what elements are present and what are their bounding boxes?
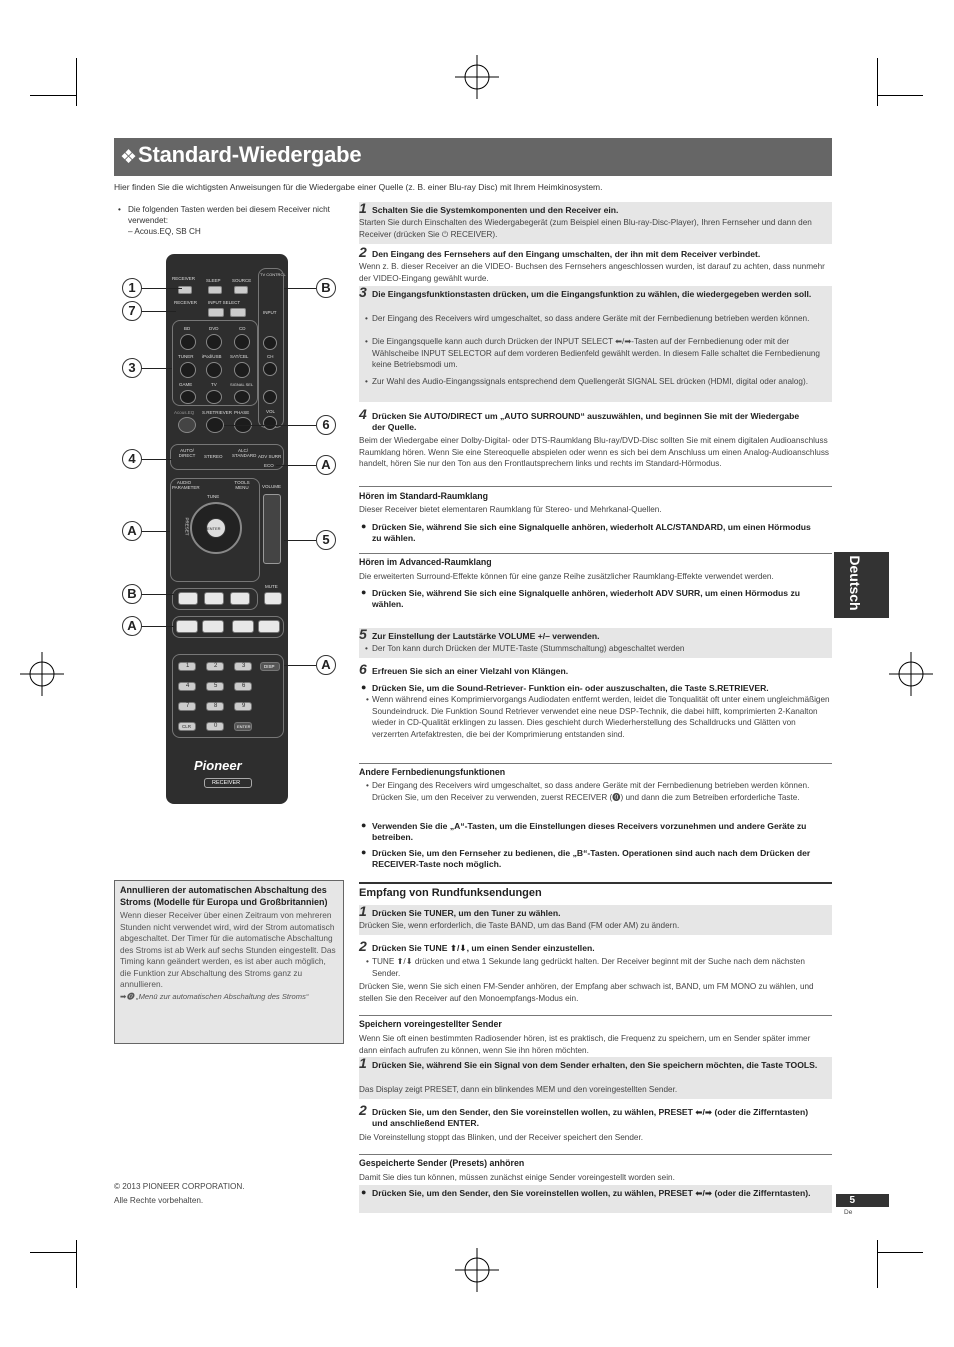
bullet-icon: • bbox=[366, 781, 369, 790]
key-1[interactable]: 1 bbox=[178, 662, 196, 671]
ch-down-button[interactable] bbox=[263, 362, 277, 376]
preset-play-box: ● Drücken Sie, um den Sender, den Sie voreinstellen wollen, zu wählen, PRESET ⬅/➡ (oder die Zifferntasten). bbox=[359, 1185, 832, 1213]
ch-up-button[interactable] bbox=[263, 336, 277, 350]
bullet-icon: • bbox=[365, 314, 368, 323]
key-4[interactable]: 4 bbox=[178, 682, 196, 691]
bullet-icon: ● bbox=[361, 682, 367, 692]
input-select-right-button[interactable] bbox=[230, 308, 246, 317]
game-button[interactable] bbox=[180, 390, 196, 404]
auto-power-off-box: Annullieren der automatischen Abschaltung des Stroms (Modelle für Europa und Großbritannien) Wenn dieser Receiver über einen Zeitraum von mehreren Stunden nicht verwendet wird, wird der Strom automatisch abgeschaltet. Der Timer für die automatische Abschaltung des Stroms ist ab Werk auf sechs Stunden eingestellt. Das Timing kann geändert werden, es ist aber auch möglich, die Funktion zur Abschaltung des Stroms ganz zu annullieren. ➡⓿ „Menü zur automatischen Abschaltung des Stroms“ bbox=[114, 880, 344, 1044]
bullet-icon: • bbox=[366, 695, 369, 704]
callout-line bbox=[284, 665, 316, 666]
callout-line bbox=[140, 626, 174, 627]
callout-line bbox=[224, 425, 316, 426]
callout-line bbox=[284, 288, 316, 289]
bullet-icon: ● bbox=[361, 587, 367, 597]
crop-mark bbox=[30, 95, 76, 96]
crop-mark bbox=[30, 1252, 76, 1253]
step-3-box: 3 Die Eingangsfunktionstasten drücken, um die Eingangsfunktion zu wählen, die wiedergegeben werden soll. • Der Eingang des Receivers wird umgeschaltet, so dass andere Geräte mit der Fernbedienung betrieben werden können. • Die Eingangsquelle kann auch durch Drücken der INPUT SELECT ⬅/➡-Tasten auf der Fernbedienung oder mit der Wählscheibe INPUT SELECTOR auf dem vorderen Bedienfeld gewählt werden. In diesem Falle schaltet die Fernbedienung keine Betriebsmodi um. • Zur Wahl des Audio-Eingangssignals entsprechend dem Quellengerät SIGNAL SEL drücken (HDMI, digital oder analog). bbox=[359, 286, 832, 402]
receiver-button-bottom[interactable]: RECEIVER bbox=[204, 778, 252, 788]
pause-button[interactable] bbox=[178, 592, 198, 605]
section-divider bbox=[359, 1154, 832, 1155]
crop-mark bbox=[877, 58, 878, 106]
bullet-icon: • bbox=[365, 337, 368, 346]
registration-mark-top bbox=[455, 55, 499, 99]
key-5[interactable]: 5 bbox=[206, 682, 224, 691]
vol-down-button[interactable] bbox=[263, 416, 277, 430]
prev-button[interactable] bbox=[176, 620, 198, 633]
dvd-button[interactable] bbox=[206, 334, 222, 350]
bullet-icon: ● bbox=[361, 847, 367, 857]
callout-line bbox=[140, 594, 174, 595]
callout-a-right: A bbox=[316, 455, 336, 475]
registration-mark-right bbox=[889, 652, 933, 696]
callout-a-left: A bbox=[122, 521, 142, 541]
ipod-usb-button[interactable] bbox=[206, 362, 222, 378]
callout-5: 5 bbox=[316, 530, 336, 550]
sat-cbl-button[interactable] bbox=[234, 362, 250, 378]
crop-mark bbox=[877, 95, 923, 96]
cd-button[interactable] bbox=[234, 334, 250, 350]
callout-line bbox=[140, 368, 172, 369]
section-divider bbox=[359, 1015, 832, 1016]
callout-b-left: B bbox=[122, 584, 142, 604]
bullet-icon: ● bbox=[361, 521, 367, 531]
bullet-icon: • bbox=[365, 644, 368, 653]
sleep-button[interactable] bbox=[208, 286, 222, 294]
s-retriever-button[interactable] bbox=[206, 417, 224, 433]
disp-button[interactable]: DISP bbox=[260, 662, 280, 671]
section-divider bbox=[359, 486, 832, 487]
clr-button[interactable]: CLR bbox=[178, 722, 196, 731]
callout-line bbox=[140, 531, 170, 532]
key-3[interactable]: 3 bbox=[234, 662, 252, 671]
callout-line bbox=[140, 311, 176, 312]
preset-step-1-box: 1 Drücken Sie, während Sie ein Signal von dem Sender erhalten, den Sie speichern möchten, die Taste TOOLS. Das Display zeigt PRESET, dann ein blinkendes MEM und den voreingestellten Sender. bbox=[359, 1057, 832, 1099]
callout-6: 6 bbox=[316, 415, 336, 435]
unused-keys-note: • Die folgenden Tasten werden bei diesem Receiver nicht verwendet: – Acous.EQ, SB CH bbox=[118, 205, 330, 236]
crop-mark bbox=[877, 1252, 923, 1253]
signal-sel-button[interactable] bbox=[234, 390, 250, 404]
crop-mark bbox=[877, 1240, 878, 1288]
radio-step-1-box: 1 Drücken Sie TUNER, um den Tuner zu wählen. Drücken Sie, wenn erforderlich, die Taste BAND, um das Band (FM oder AM) zu ändern. bbox=[359, 905, 832, 935]
callout-line bbox=[284, 540, 316, 541]
crop-mark bbox=[76, 1240, 77, 1288]
mute-button[interactable] bbox=[264, 592, 282, 605]
next-button[interactable] bbox=[202, 620, 224, 633]
section-divider bbox=[359, 882, 832, 884]
section-title-bar bbox=[114, 138, 832, 176]
key-6[interactable]: 6 bbox=[234, 682, 252, 691]
step-5-box: 5 Zur Einstellung der Lautstärke VOLUME +/– verwenden. • Der Ton kann durch Drücken der MUTE-Taste (Stummschaltung) abgeschaltet werden bbox=[359, 628, 832, 658]
bullet-icon: ● bbox=[361, 820, 367, 830]
section-divider bbox=[359, 763, 832, 764]
section-divider bbox=[359, 553, 832, 554]
acous-eq-button[interactable] bbox=[178, 417, 196, 433]
pioneer-logo: Pioneer bbox=[194, 758, 242, 773]
copyright: © 2013 PIONEER CORPORATION. Alle Rechte vorbehalten. bbox=[114, 1182, 245, 1205]
callout-a-left-2: A bbox=[122, 616, 142, 636]
page-language: De bbox=[844, 1209, 853, 1216]
callout-line bbox=[140, 459, 172, 460]
registration-mark-left bbox=[20, 652, 64, 696]
vol-up-button[interactable] bbox=[263, 390, 277, 404]
callout-4: 4 bbox=[122, 449, 142, 469]
registration-mark-bottom bbox=[455, 1248, 499, 1292]
key-7[interactable]: 7 bbox=[178, 702, 196, 711]
play-button[interactable] bbox=[230, 592, 250, 605]
page-title: Standard-Wiedergabe bbox=[138, 142, 362, 167]
crop-mark bbox=[76, 58, 77, 106]
callout-line bbox=[276, 465, 316, 466]
callout-line bbox=[140, 288, 182, 289]
volume-rocker[interactable] bbox=[263, 494, 281, 564]
language-tab: Deutsch bbox=[834, 552, 889, 618]
key-2[interactable]: 2 bbox=[206, 662, 224, 671]
callout-1: 1 bbox=[122, 278, 142, 298]
source-power-button[interactable] bbox=[234, 286, 248, 294]
tv-button[interactable] bbox=[206, 390, 222, 404]
enter-key[interactable]: ENTER bbox=[234, 722, 252, 731]
bullet-icon: • bbox=[365, 377, 368, 386]
diamond-icon: ❖ bbox=[120, 147, 138, 168]
key-9[interactable]: 9 bbox=[234, 702, 252, 711]
remote-control: RECEIVER SLEEP SOURCE TV CONTROL RECEIVER INPUT SELECT INPUT BD DVD CD TUNER iPod/USB SAT/CBL GAME TV SIGNAL SEL CH VOL Acous.EQ S.RETRIEVER PHASE AUTO/ DIRECT STEREO ALC/ STANDARD ADV SURR ECO AUDIO PARAMETER TOOLS MENU VOLUME TUNE ENTER PRESET MUTE 1 2 3 DISP 4 5 6 7 8 9 CLR 0 ENTER Pioneer RECEIVER bbox=[166, 254, 288, 804]
tuner-button[interactable] bbox=[180, 362, 196, 378]
step-1-box: 1 Schalten Sie die Systemkomponenten und den Receiver ein. Starten Sie durch Einschalten des Wiedergabegerät (zum Beispiel einen Blu-ray-Disc-Player), Ihren Fernseher und dann den Receiver (drücken Sie ⏻ RECEIVER). bbox=[359, 202, 832, 244]
rewind-button[interactable] bbox=[232, 620, 254, 633]
stop-button[interactable] bbox=[204, 592, 224, 605]
page-number: 5 bbox=[836, 1194, 889, 1207]
key-0[interactable]: 0 bbox=[206, 722, 224, 731]
bullet-icon: • bbox=[366, 957, 369, 966]
callout-a-right-2: A bbox=[316, 655, 336, 675]
callout-7: 7 bbox=[122, 301, 142, 321]
bullet-icon: ● bbox=[361, 1187, 367, 1197]
input-select-left-button[interactable] bbox=[208, 308, 224, 317]
fast-forward-button[interactable] bbox=[258, 620, 280, 633]
callout-3: 3 bbox=[122, 358, 142, 378]
callout-b-right: B bbox=[316, 278, 336, 298]
intro-text: Hier finden Sie die wichtigsten Anweisungen für die Wiedergabe einer Quelle (z. B. einer Blu-ray Disc) mit Ihrem Heimkinosystem. bbox=[114, 182, 603, 192]
radio-section-title: Empfang von Rundfunksendungen bbox=[359, 887, 542, 899]
bd-button[interactable] bbox=[180, 334, 196, 350]
bullet-icon: • bbox=[118, 205, 121, 214]
key-8[interactable]: 8 bbox=[206, 702, 224, 711]
